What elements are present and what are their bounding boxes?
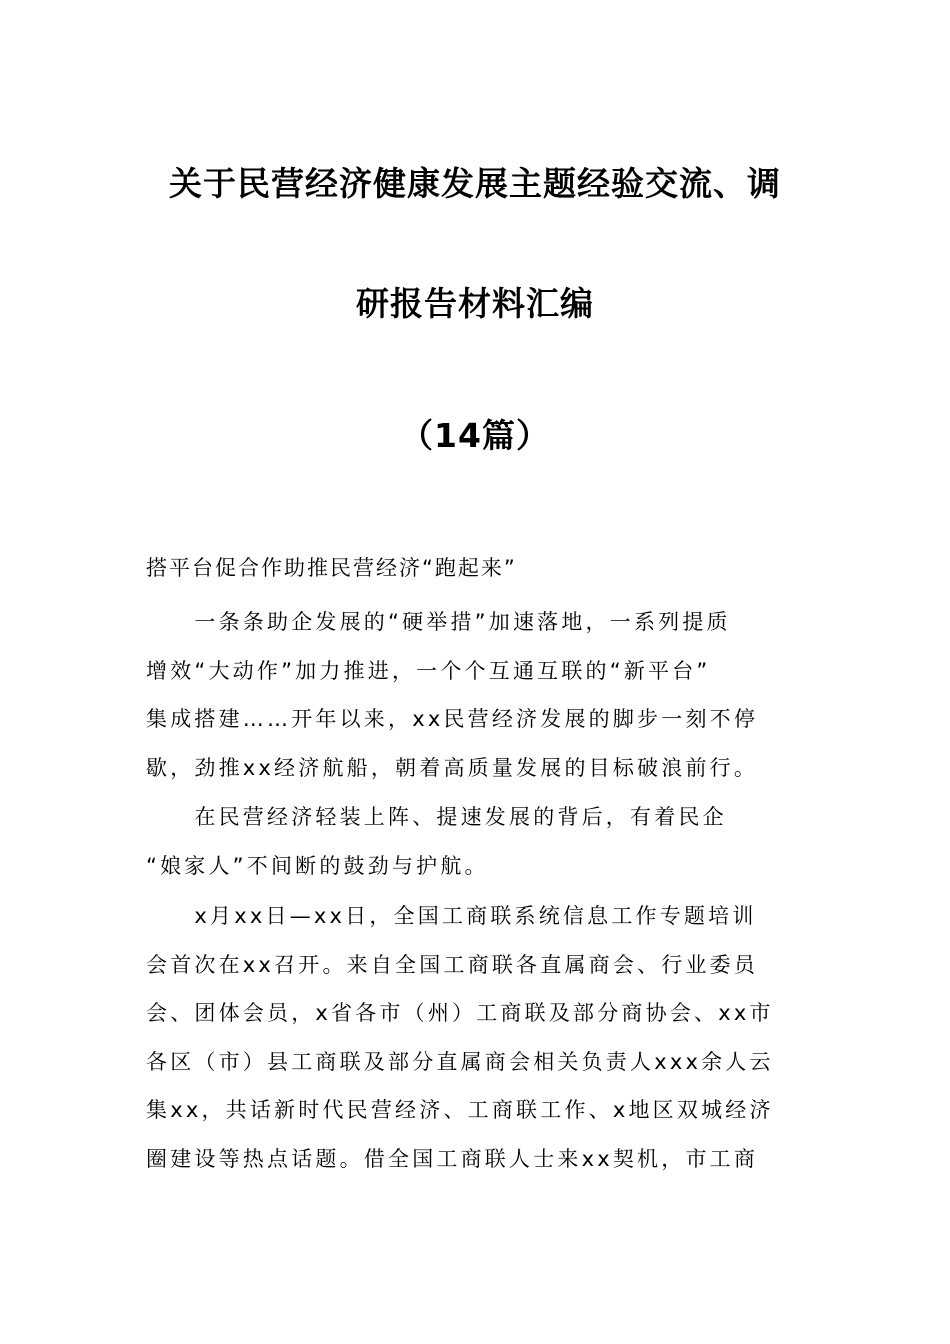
document-count: （14篇） xyxy=(400,416,550,455)
paragraph-3 xyxy=(146,892,806,1184)
paragraph-line: 圈建设等热点话题。借全国工商联人士来xx契机，市工商 xyxy=(146,1146,759,1171)
document-title-line-1: 关于民营经济健康发展主题经验交流、调 xyxy=(169,164,781,203)
paragraph-line: “娘家人”不间断的鼓劲与护航。 xyxy=(146,853,489,878)
paragraph-line: 会、团体会员，x省各市（州）工商联及部分商协会、xx市 xyxy=(146,1001,774,1026)
paragraph-line: 集成搭建……开年以来，xx民营经济发展的脚步一刻不停 xyxy=(146,707,759,732)
section-heading: 搭平台促合作助推民营经济“跑起来” xyxy=(146,556,517,580)
paragraph-line: 会首次在xx召开。来自全国工商联各直属商会、行业委员 xyxy=(146,952,759,977)
paragraph-2 xyxy=(146,793,806,890)
paragraph-line: 在民营经济轻装上阵、提速发展的背后，有着民企 xyxy=(146,805,727,829)
paragraph-line: 集xx，共话新时代民营经济、工商联工作、x地区双城经济 xyxy=(146,1098,774,1123)
paragraph-line: 歇，劲推xx经济航船，朝着高质量发展的目标破浪前行。 xyxy=(146,755,759,780)
paragraph-line: 一条条助企发展的“硬举措”加速落地，一系列提质 xyxy=(146,610,731,634)
paragraph-1 xyxy=(146,598,806,792)
paragraph-line: x月xx日—xx日，全国工商联系统信息工作专题培训 xyxy=(146,904,757,928)
paragraph-line: 增效“大动作”加力推进，一个个互通互联的“新平台” xyxy=(146,658,711,683)
document-title-line-2: 研报告材料汇编 xyxy=(356,284,594,323)
paragraph-line: 各区（市）县工商联及部分直属商会相关负责人xxx余人云 xyxy=(146,1049,774,1074)
